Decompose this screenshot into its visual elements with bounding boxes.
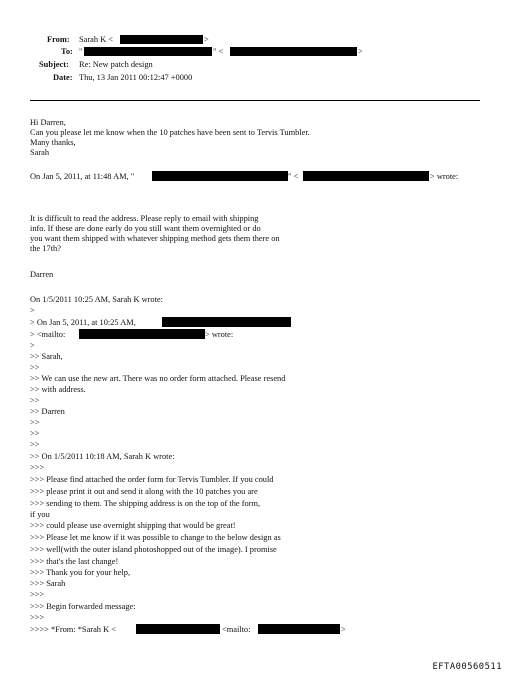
quote-line: >>> that's the last change! [30, 557, 119, 566]
quote-line: >>> Please find attached the order form for Tervis Tumbler. If you could [30, 475, 274, 484]
request-line: Can you please let me know when the 10 patches have been sent to Tervis Tumbler. [30, 128, 310, 137]
darren-signature: Darren [30, 270, 54, 279]
date-value: Thu, 13 Jan 2011 00:12:47 +0000 [79, 73, 193, 82]
from-label: From: [47, 35, 70, 44]
quote-line: > On Jan 5, 2011, at 10:25 AM, [30, 318, 136, 327]
quote-line: >>> could please use overnight shipping that would be great! [30, 521, 236, 530]
quote-line: >> On 1/5/2011 10:18 AM, Sarah K wrote: [30, 452, 175, 461]
redaction-bar [152, 171, 288, 181]
signature: Sarah [30, 148, 50, 157]
quote-line: >>> please print it out and send it along with the 10 patches you are [30, 487, 258, 496]
subject-value: Re: New patch design [79, 60, 153, 69]
thanks-line: Many thanks, [30, 138, 76, 147]
to-value: " [79, 47, 83, 56]
redaction-bar [120, 35, 203, 44]
reply-header-mid: " < [288, 172, 299, 181]
from-value: Sarah K < [79, 35, 114, 44]
quote-line: >>> Sarah [30, 579, 66, 588]
quote-line: <mailto: [222, 625, 251, 634]
quote-line: >>> Begin forwarded message: [30, 602, 136, 611]
subject-label: Subject: [39, 60, 69, 69]
quote-line: >>> [30, 463, 45, 472]
quote-line: >> [30, 440, 40, 449]
quote-line: >>> [30, 590, 45, 599]
quote-line: > <mailto: [30, 330, 66, 339]
quote-line: >>> well(with the outer island photoshopped out of the image). I promise [30, 545, 277, 554]
quote-line: >> [30, 418, 40, 427]
quote-line: > [341, 625, 346, 634]
redaction-bar [84, 47, 212, 56]
quote-line: >> [30, 429, 40, 438]
reply-header-end: > wrote: [430, 172, 459, 181]
redaction-bar [303, 171, 429, 181]
darren-line-3: you want them shipped with whatever shipping method gets them there on [30, 234, 280, 243]
to-mid: " < [213, 47, 224, 56]
quote-line: > [30, 341, 35, 350]
quote-line: >> [30, 396, 40, 405]
quote-line: >>> Please let me know if it was possible to change to the below design as [30, 533, 281, 542]
quote-line: >> Darren [30, 407, 65, 416]
to-close: > [358, 47, 363, 56]
to-label: To: [61, 47, 73, 56]
redaction-bar [136, 624, 220, 634]
redaction-bar [258, 624, 340, 634]
quote-line: >>> [30, 613, 45, 622]
bates-number: EFTA00560511 [432, 662, 502, 672]
darren-line-4: the 17th? [30, 244, 61, 253]
darren-line-2: info. If these are done early do you still want them overnighted or do [30, 224, 261, 233]
quote-line: >> [30, 363, 40, 372]
quote-line: > [30, 306, 35, 315]
reply-header-start: On Jan 5, 2011, at 11:48 AM, " [30, 172, 135, 181]
quote-line: >>> sending to them. The shipping address is on the top of the form, [30, 499, 261, 508]
quote-line: if you [30, 510, 50, 519]
redaction-bar [230, 47, 357, 56]
date-label: Date: [53, 73, 73, 82]
from-close: > [204, 35, 209, 44]
darren-line-1: It is difficult to read the address. Please reply to email with shipping [30, 214, 259, 223]
quote-line: > wrote: [205, 330, 234, 339]
quote-line: >> We can use the new art. There was no order form attached. Please resend [30, 374, 286, 383]
redaction-bar [162, 317, 291, 327]
quote-header: On 1/5/2011 10:25 AM, Sarah K wrote: [30, 295, 163, 304]
quote-line: >> Sarah, [30, 352, 63, 361]
greeting: Hi Darren, [30, 118, 66, 127]
quote-line: >> with address. [30, 385, 86, 394]
header-divider [30, 100, 480, 101]
quote-line: >>> Thank you for your help, [30, 568, 131, 577]
redaction-bar [79, 329, 205, 339]
quote-line: >>>> *From: *Sarah K < [30, 625, 116, 634]
